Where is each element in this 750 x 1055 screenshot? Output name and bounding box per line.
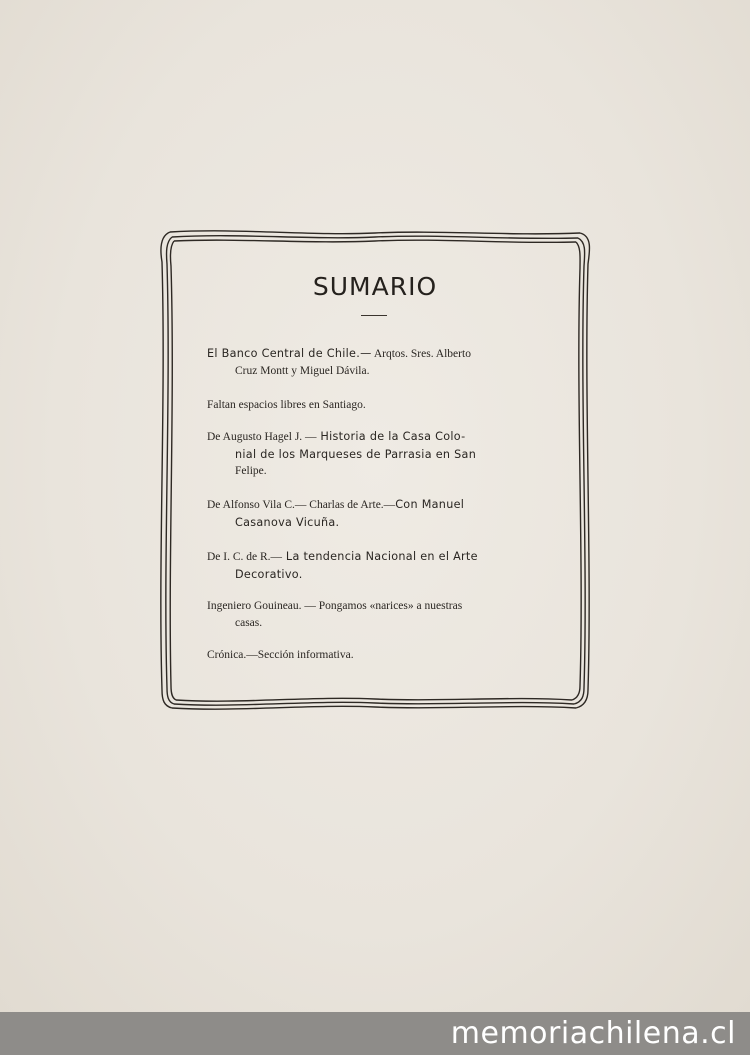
entry-text: Ingeniero Gouineau. — Pongamos «narices» a nuestras	[207, 600, 463, 612]
toc-entry	[207, 496, 537, 531]
footer-bar	[0, 1012, 750, 1055]
brand-watermark[interactable]: memoriachilena.cl	[450, 1016, 736, 1051]
toc-entry	[207, 428, 537, 480]
entry-continuation: casas.	[235, 617, 263, 629]
entry-title: La tendencia Nacional en el Arte	[282, 550, 478, 563]
entry-author: De Alfonso Vila C.— Charlas de Arte.—	[207, 499, 396, 511]
toc-entry	[207, 647, 537, 664]
entry-title: El Banco Central de Chile.—	[207, 347, 372, 360]
title-rule	[361, 315, 387, 316]
toc-entry	[207, 345, 537, 380]
entry-continuation: Cruz Montt y Miguel Dávila.	[235, 365, 370, 377]
entry-author: De I. C. de R.—	[207, 551, 283, 563]
entry-text: Arqtos. Sres. Alberto	[371, 348, 471, 360]
entry-text: Faltan espacios libres en Santiago.	[207, 399, 366, 411]
toc-entry	[207, 548, 537, 583]
entry-continuation: Felipe.	[235, 465, 267, 477]
entry-continuation: Decorativo.	[235, 568, 303, 581]
entry-title: Historia de la Casa Colo-	[316, 430, 466, 443]
document-title: SUMARIO	[312, 272, 438, 301]
entry-continuation: nial de los Marqueses de Parrasia en San	[235, 448, 477, 461]
entry-text: Crónica.—Sección informativa.	[207, 649, 354, 661]
toc-entry	[207, 397, 537, 414]
toc-entry	[207, 598, 537, 632]
entry-continuation: Casanova Vicuña.	[235, 516, 340, 529]
entry-title: Con Manuel	[395, 498, 465, 511]
entry-author: De Augusto Hagel J. —	[207, 431, 317, 443]
